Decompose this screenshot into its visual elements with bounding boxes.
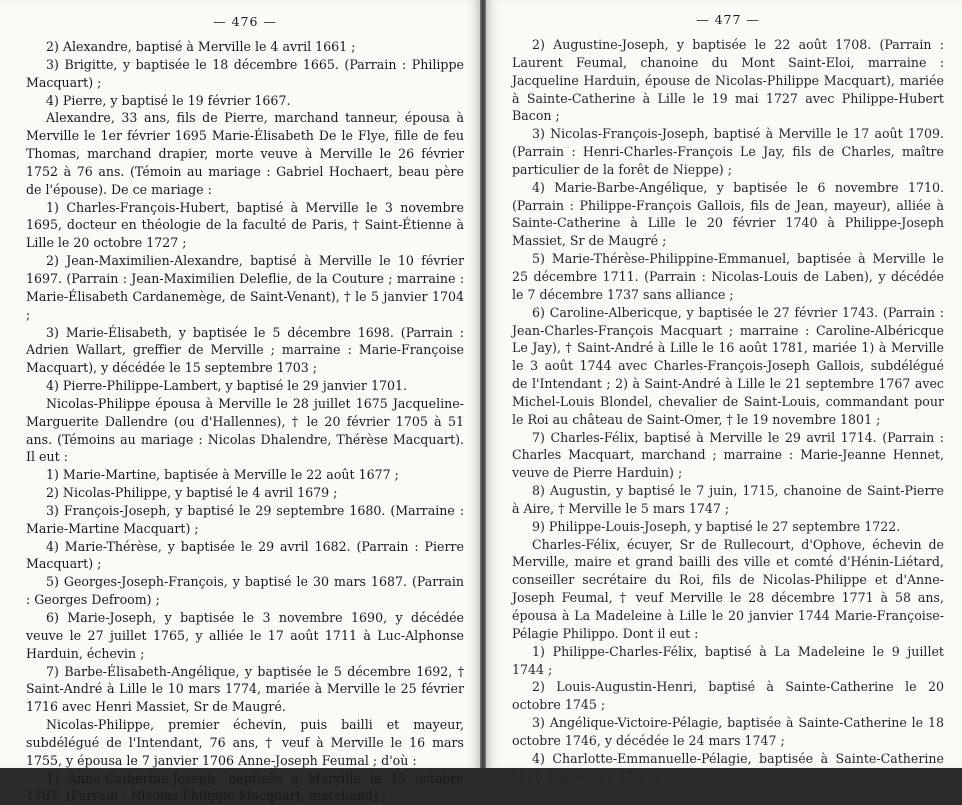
paragraph: 5) Marie-Thérèse-Philippine-Emmanuel, baptisée à Merville le 25 décembre 1711. (Parrain : Nicolas-Louis de Laben), y décédée le 7 décembre 1737 sans alliance ;: [512, 251, 944, 302]
left-page: [0, 0, 480, 804]
paragraph: 4) Marie-Barbe-Angélique, y baptisée le 6 novembre 1710. (Parrain : Philippe-François Gallois, fils de Jean, mayeur), alliée à Sainte-Catherine à Lille le 20 février 1740 à Philippe-Joseph Massiet, Sr de Maugré ;: [512, 179, 944, 249]
paragraph: 4) Charlotte-Emmanuelle-Pélagie, baptisée à Sainte-Catherine le 26 septembre 1748 ;: [512, 750, 944, 784]
paragraph: 9) Philippe-Louis-Joseph, y baptisé le 27 septembre 1722.: [532, 518, 901, 534]
paragraph: 6) Marie-Joseph, y baptisée le 3 novembre 1690, y décédée veuve le 27 juillet 1765, y alliée le 17 août 1711 à Luc-Alphonse Harduin, échevin ;: [26, 610, 464, 661]
paragraph: 7) Charles-Félix, baptisé à Merville le 29 avril 1714. (Parrain : Charles Macquart, marchand ; marraine : Marie-Jeanne Hennet, veuve de Pierre Harduin) ;: [512, 429, 944, 481]
paragraph: 6) Caroline-Albericque, y baptisée le 27 février 1743. (Parrain : Jean-Charles-François Macquart ; marraine : Caroline-Albéricque Le Jay), † Saint-André à Lille le 16 août 1781, mariée 1) à Merville le 3 août 1744 avec Charles-François-Joseph Gallois, subdélégué de l'Intendant ; 2) à Saint-André à Lille le 21 septembre 1767 avec Michel-Louis Blondel, chevalier de Saint-Louis, commandant pour le Roi au château de Saint-Omer, † le 19 novembre 1801 ;: [512, 304, 944, 427]
paragraph: 3) François-Joseph, y baptisé le 29 septembre 1680. (Marraine : Marie-Martine Macquart) ;: [26, 502, 464, 536]
paragraph: 8) Augustin, y baptisé le 7 juin, 1715, chanoine de Saint-Pierre à Aire, † Merville le 5 mars 1747 ;: [512, 483, 944, 516]
paragraph: 2) Jean-Maximilien-Alexandre, baptisé à Merville le 10 février 1697. (Parrain : Jean-Maximilien Deleflie, de la Couture ; marraine : Marie-Élisabeth Cardanemège, de Saint-Venant), † le 5 janvier 1704 ;: [26, 253, 464, 322]
paragraph: 1) Marie-Martine, baptisée à Merville le 22 août 1677 ;: [46, 467, 399, 483]
paragraph: 3) Marie-Élisabeth, y baptisée le 5 décembre 1698. (Parrain : Adrien Wallart, greffier de Merville ; marraine : Marie-Françoise Macquart), y décédée le 15 septembre 1703 ;: [26, 324, 464, 376]
page-body: [512, 36, 944, 785]
paragraph: 3) Angélique-Victoire-Pélagie, baptisée à Sainte-Catherine le 18 octobre 1746, y décédée le 24 mars 1747 ;: [512, 715, 944, 748]
page-body: [26, 38, 464, 805]
paragraph: 2) Nicolas-Philippe, y baptisé le 4 avril 1679 ;: [46, 485, 338, 501]
paragraph: 1) Anne-Catherine-Joseph, baptisée à Merville le 15 octobre 1707. (Parrain : Nicolas-Philippe Macquart, marchand) ;: [26, 770, 464, 804]
paragraph: 2) Louis-Augustin-Henri, baptisé à Sainte-Catherine le 20 octobre 1745 ;: [512, 679, 944, 713]
paragraph: 3) Nicolas-François-Joseph, baptisé à Merville le 17 août 1709. (Parrain : Henri-Charles-François Le Jay, fils de Charles, maître particulier de la forêt de Nieppe) ;: [512, 126, 944, 177]
paragraph: 5) Georges-Joseph-François, y baptisé le 30 mars 1687. (Parrain : Georges Defroom) ;: [26, 574, 464, 608]
right-page: [486, 0, 962, 784]
paragraph: 3) Brigitte, y baptisée le 18 décembre 1665. (Parrain : Philippe Macquart) ;: [26, 56, 464, 90]
paragraph: 4) Pierre-Philippe-Lambert, y baptisé le 29 janvier 1701.: [46, 378, 408, 394]
paragraph: 4) Marie-Thérèse, y baptisée le 29 avril 1682. (Parrain : Pierre Macquart) ;: [26, 538, 464, 572]
paragraph: Charles-Félix, écuyer, Sr de Rullecourt, d'Ophove, échevin de Merville, maire et grand bailli des ville et comté d'Hénin-Liétard, conseiller secrétaire du Roi, fils de Nicolas-Philippe et d'Anne-Joseph Feumal, † veuf Merville le 28 décembre 1771 à 58 ans, épousa à La Madeleine à Lille le 20 janvier 1744 Marie-Françoise-Pélagie Philippo. Dont il eut :: [512, 536, 944, 641]
paragraph: Nicolas-Philippe, premier échevin, puis bailli et mayeur, subdélégué de l'Intendant, 76 ans, † veuf à Merville le 16 mars 1755, y épousa le 7 janvier 1706 Anne-Joseph Feumal ; d'où :: [26, 717, 464, 768]
paragraph: 7) Barbe-Élisabeth-Angélique, y baptisée le 5 décembre 1692, † Saint-André à Lille le 10 mars 1774, mariée à Merville le 25 février 1716 avec Henri Massiet, Sr de Maugré.: [26, 663, 464, 715]
page-number: — 477 —: [696, 12, 760, 27]
paragraph: Nicolas-Philippe épousa à Merville le 28 juillet 1675 Jacqueline-Marguerite Dallendre (ou d'Hallennes), † le 20 février 1705 à 51 ans. (Témoins au mariage : Nicolas Dhalendre, Thérèse Macquart). Il eut :: [26, 395, 464, 465]
paragraph: 4) Pierre, y baptisé le 19 février 1667.: [46, 92, 291, 108]
paragraph: 2) Augustine-Joseph, y baptisée le 22 août 1708. (Parrain : Laurent Feumal, chanoine du Mont Saint-Eloi, marraine : Jacqueline Harduin, épouse de Nicolas-Philippe Macquart), mariée à Sainte-Catherine à Lille le 19 mai 1727 avec Philippe-Hubert Bacon ;: [512, 37, 944, 124]
paragraph: 1) Charles-François-Hubert, baptisé à Merville le 3 novembre 1695, docteur en théologie de la faculté de Paris, † Saint-Étienne à Lille le 20 octobre 1727 ;: [26, 199, 464, 251]
paragraph: 1) Philippe-Charles-Félix, baptisé à La Madeleine le 9 juillet 1744 ;: [512, 643, 944, 677]
paragraph: 2) Alexandre, baptisé à Merville le 4 avril 1661 ;: [46, 39, 356, 54]
page-number: — 476 —: [213, 14, 277, 29]
paragraph: Alexandre, 33 ans, fils de Pierre, marchand tanneur, épousa à Merville le 1er février 1695 Marie-Élisabeth De le Flye, fille de feu Thomas, marchand drapier, morte veuve à Merville le 26 février 1752 à 76 ans. (Témoin au mariage : Gabriel Hochaert, beau père de l'épouse). De ce mariage :: [26, 110, 464, 197]
